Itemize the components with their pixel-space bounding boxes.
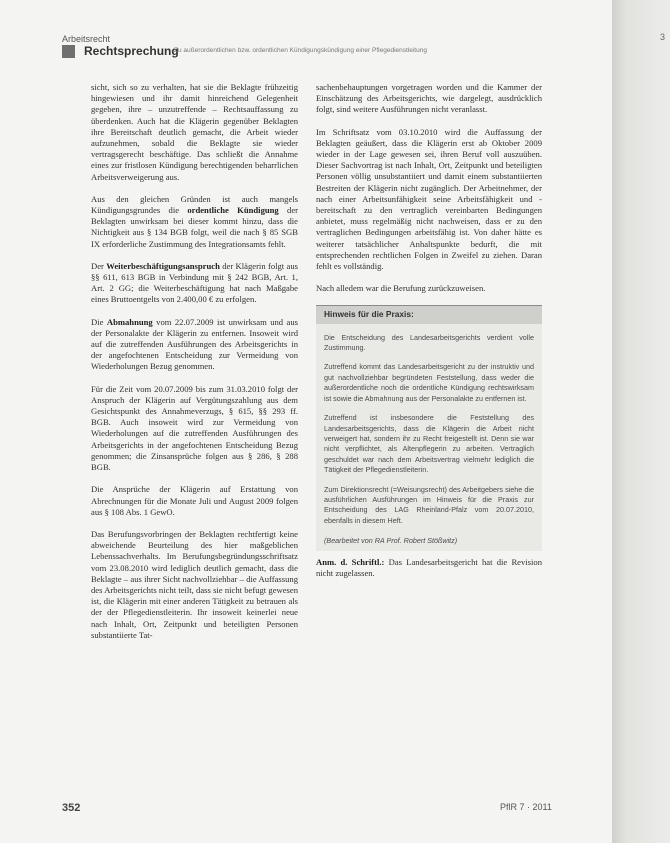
journal-issue: PflR 7 · 2011 (500, 802, 552, 812)
paragraph: sachenbehauptungen vorgetragen worden und die Kammer der Einschätzung des Arbeitsgerichts, wie dargelegt, ausdrücklich folgt, sind weitere Ausführungen nicht veranlasst. (316, 82, 542, 115)
hint-byline: (Bearbeitet von RA Prof. Robert Stößwitz) (324, 536, 458, 546)
page-number: 352 (62, 802, 81, 814)
adjacent-page-edge (612, 0, 670, 843)
section-label: Arbeitsrecht (62, 34, 111, 44)
running-header (62, 45, 582, 59)
header-marker-square (62, 45, 75, 58)
header-title: Rechtsprechung (84, 44, 179, 58)
paragraph: Aus den gleichen Gründen ist auch mangels Kündigungsgrundes die ordentliche Kündigung der Beklagten unwirksam bei dieser kommt hinzu, dass die Nichtigkeit aus § 134 BGB folgt, weil die nach § 85 SGB IX erforderliche Zustimmung des Integrationsamts fehlt. (91, 193, 298, 249)
paragraph: Für die Zeit vom 20.07.2009 bis zum 31.03.2010 folgt der Anspruch der Klägerin auf Vergütungszahlung aus dem Gesichtspunkt des Annahmeverzugs, § 615, §§ 293 ff. BGB. Auch insoweit wird zur Vermeidung von Wiederholungen auf die zutreffenden Ausführungen des Arbeitsgerichts in der angefochtenen Entscheidung Bezug genommen; die Zinsansprüche folgen aus § 286, § 288 BGB. (91, 383, 298, 473)
practice-hint-heading: Hinweis für die Praxis: (316, 306, 542, 323)
editor-note (316, 557, 542, 579)
paragraph: Die Abmahnung vom 22.07.2009 ist unwirksam und aus der Personalakte der Klägerin zu entfernen. Insoweit wird auf die zutreffenden Ausführungen des Arbeitsgerichts in der angefochtenen Entscheidung zur Vermeidung von Wiederholungen Bezug genommen. (91, 316, 298, 372)
adjacent-page-fragment: 3 (660, 32, 666, 42)
editor-note-text: Das Landesarbeitsgericht hat die Revision nicht zugelassen. (316, 556, 542, 578)
paragraph: Nach alledem war die Berufung zurückzuweisen. (316, 283, 486, 294)
hint-paragraph: Die Entscheidung des Landesarbeitsgerichts verdient volle Zustimmung. (324, 332, 534, 353)
paragraph: Das Berufungsvorbringen der Beklagten rechtfertigt keine abweichende Beurteilung des hier maßgeblichen Lebenssachverhalts. Im Berufungsbegründungsschriftsatz vom 23.08.2010 wird lediglich deutlich gemacht, dass die Beklagte – aus ihrer Sicht nachvollziehbar – die Auffassung des Arbeitsgerichts nicht teilt, dass sie nicht befugt gewesen ist, die Klägerin mit einer anderen Tätigkeit zu betrauen als der der Pflegedienstleiterin. Ihr insoweit keinerlei neue nach Inhalt, Ort, Zeitpunkt und beteiligten Personen substantiierte Tat- (91, 528, 298, 640)
hint-paragraph: Zum Direktionsrecht (=Weisungsrecht) des Arbeitgebers siehe die ausführlichen Ausführungen im Hinweis für die Praxis zur Entscheidung des LAG Rheinland-Pfalz vom 20.07.2010, ebenfalls in diesem Heft. (324, 484, 534, 525)
bold-term: ordentliche Kündigung (187, 205, 279, 216)
paragraph: sicht, sich so zu verhalten, hat sie die Beklagte frühzeitig hingewiesen und ihr damit hinreichend Gelegenheit gegeben, ihre – unzutreffende – Rechtsauffassung zu überdenken. Auch hat die Klägerin gegenüber Beklagten ihre Bereitschaft deutlich gemacht, die Arbeit wieder aufzunehmen, sobald die Beklagte sie wieder vertragsgerecht beschäftige. Das schließt die Annahme eines zur fristlosen Kündigung berechtigenden beharrlichen Arbeitsverweigerung aus. (91, 82, 298, 182)
practice-hint-box (316, 305, 542, 550)
hint-paragraph: Zutreffend ist insbesondere die Feststellung des Landesarbeitsgerichts, dass die Klägerin die Arbeit nicht verweigert hat, sondern ihr zu Recht freigestellt ist. Denn sie war nicht verpflichtet, als Altenpflegerin zu arbeiten. Vertraglich geschuldet war nach dem Arbeitsvertrag vielmehr lediglich die Tätigkeit der Pflegedienstleiterin. (324, 413, 534, 475)
header-subtitle: Zu außerordentlichen bzw. ordentlichen Kündigungskündigung einer Pflegedienstleitung (174, 47, 427, 54)
right-column (316, 82, 542, 590)
paragraph: Im Schriftsatz vom 03.10.2010 wird die Auffassung der Beklagten geäußert, dass die Klägerin erst ab Oktober 2009 wieder in der Lage gewesen sei, ihren Beruf voll auszuüben. Dieser Sachvortrag ist nach Inhalt, Ort, Zeitpunkt und beteiligten Personen völlig unsubstantiiert und damit einem substantiierten Bestreiten der Klägerin nicht zugänglich. Der Arbeitnehmer, der nach einer Arbeitsunfähigkeit seine Arbeitsfähigkeit und -bereitschaft zu den vertraglich vereinbarten Bedingungen anbietet, muss regelmäßig nicht nachweisen, dass er zu den vertraglichen Bedingungen arbeitsfähig ist. Von daher hätte es weiterer tatsächlicher Anhaltspunkte bedurft, die mit entsprechenden rechtlichen Folgen in Zweifel zu ziehen. Daran fehlt es vollständig. (316, 126, 542, 272)
bold-term: Weiterbeschäftigungsanspruch (106, 260, 220, 271)
editor-note-label: Anm. d. Schriftl.: (316, 556, 385, 567)
paragraph: Die Ansprüche der Klägerin auf Erstattung von Abrechnungen für die Monate Juli und August 2009 folgen aus § 108 Abs. 1 GewO. (91, 484, 298, 517)
bold-term: Abmahnung (106, 316, 153, 327)
left-column (91, 82, 298, 652)
paragraph: Der Weiterbeschäftigungsanspruch der Klägerin folgt aus §§ 611, 613 BGB in Verbindung mit § 242 BGB, Art. 1, Art. 2 GG; die Weiterbeschäftigung hat nach Maßgabe eines Bruttoentgelts von 2.400,00 € zu erfolgen. (91, 260, 298, 305)
hint-paragraph: Zutreffend kommt das Landesarbeitsgericht zu der instruktiv und gut nachvollziehbar begründeten Feststellung, dass weder die außerordentliche noch die ordentliche Kündigung rechtswirksam ist sowie die Abmahnung aus der Personalakte zu entfernen ist. (324, 362, 534, 403)
